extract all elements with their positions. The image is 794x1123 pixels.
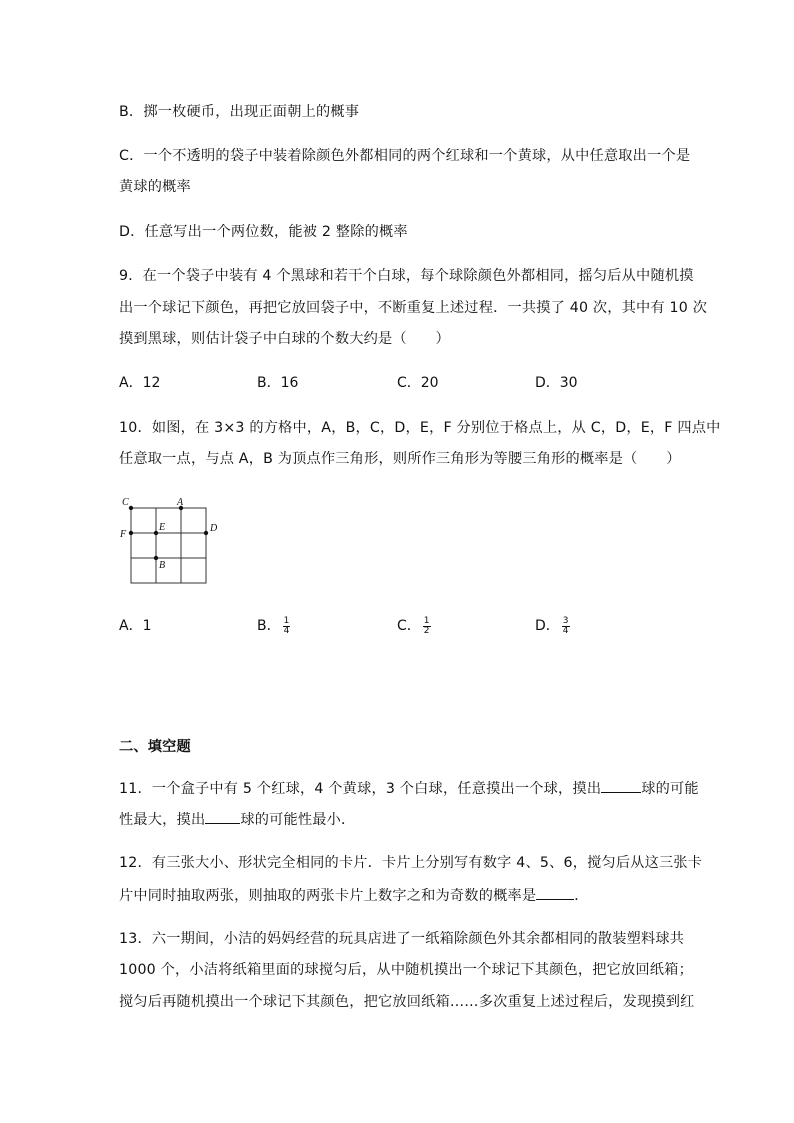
q9-option-b: B．16 xyxy=(257,375,299,391)
section-heading-fill-in: 二、填空题 xyxy=(119,739,191,755)
q10-option-d-prefix: D． xyxy=(535,618,560,634)
q10-option-b xyxy=(257,616,290,636)
q12-line2: 片中同时抽取两张，则抽取的两张卡片上数字之和为奇数的概率是 ． xyxy=(119,885,589,906)
label-a: A xyxy=(177,497,184,508)
label-c: C xyxy=(122,497,129,508)
point-f xyxy=(129,531,133,535)
grid-lines xyxy=(131,508,206,583)
point-e xyxy=(154,531,158,535)
label-d: D xyxy=(210,523,218,534)
q8-option-c-line1: C．一个不透明的袋子中装着除颜色外都相同的两个红球和一个黄球，从中任意取出一个是 xyxy=(119,148,691,164)
q10-option-c xyxy=(397,616,431,636)
q8-option-c-line2: 黄球的概率 xyxy=(119,179,191,195)
q11-line2: 性最大，摸出 球的可能性最小． xyxy=(119,809,355,830)
q12-line1: 12．有三张大小、形状完全相同的卡片．卡片上分别写有数字 4、5、6，搅匀后从这三张卡 xyxy=(119,855,703,871)
point-d xyxy=(204,531,208,535)
point-c xyxy=(129,506,133,510)
q9-stem-line1: 9．在一个袋子中装有 4 个黑球和若干个白球，每个球除颜色外都相同，摇匀后从中随机摸 xyxy=(119,268,694,284)
q12-blank[interactable] xyxy=(536,885,574,900)
q10-stem-line2: 任意取一点，与点 A，B 为顶点作三角形，则所作三角形为等腰三角形的概率是（ ） xyxy=(119,451,681,467)
fraction-three-quarters: $\frac{3}{4}$ xyxy=(562,615,569,636)
q10-option-d xyxy=(535,616,570,636)
point-b xyxy=(154,556,158,560)
q10-grid-figure xyxy=(114,494,224,586)
label-b: B xyxy=(159,560,166,571)
fraction-one-quarter: $\frac{1}{4}$ xyxy=(283,615,290,636)
q9-stem-line3: 摸到黑球，则估计袋子中白球的个数大约是（ ） xyxy=(119,331,450,347)
q10-stem-line1: 10．如图，在 3×3 的方格中，A，B，C，D，E，F 分别位于格点上，从 C，D，E，F 四点中 xyxy=(119,420,721,436)
label-f: F xyxy=(120,529,127,540)
q9-option-d: D．30 xyxy=(535,375,578,391)
q8-option-d: D．任意写出一个两位数，能被 2 整除的概率 xyxy=(119,224,408,240)
q13-line2: 1000 个，小洁将纸箱里面的球搅匀后，从中随机摸出一个球记下其颜色，把它放回纸箱； xyxy=(119,962,693,978)
fraction-one-half: $\frac{1}{2}$ xyxy=(423,615,430,636)
q9-stem-line2: 出一个球记下颜色，再把它放回袋子中，不断重复上述过程．一共摸了 40 次，其中有 10 次 xyxy=(119,300,708,316)
q8-option-b: B．掷一枚硬币，出现正面朝上的概事 xyxy=(119,104,360,120)
q10-option-c-prefix: C． xyxy=(397,618,421,634)
q11-blank-1[interactable] xyxy=(601,778,641,793)
label-e: E xyxy=(159,522,166,533)
q13-line1: 13．六一期间，小洁的妈妈经营的玩具店进了一纸箱除颜色外其余都相同的散装塑料球共 xyxy=(119,931,685,947)
q10-option-b-prefix: B． xyxy=(257,618,281,634)
q9-option-a: A．12 xyxy=(119,375,161,391)
q11-blank-2[interactable] xyxy=(205,809,240,824)
q11-line1: 11．一个盒子中有 5 个红球，4 个黄球，3 个白球，任意摸出一个球，摸出 球的可能 xyxy=(119,778,699,799)
q13-line3: 搅匀后再随机摸出一个球记下其颜色，把它放回纸箱……多次重复上述过程后，发现摸到红 xyxy=(119,994,695,1010)
q9-option-c: C．20 xyxy=(397,375,439,391)
q10-option-a: A．1 xyxy=(119,618,152,634)
